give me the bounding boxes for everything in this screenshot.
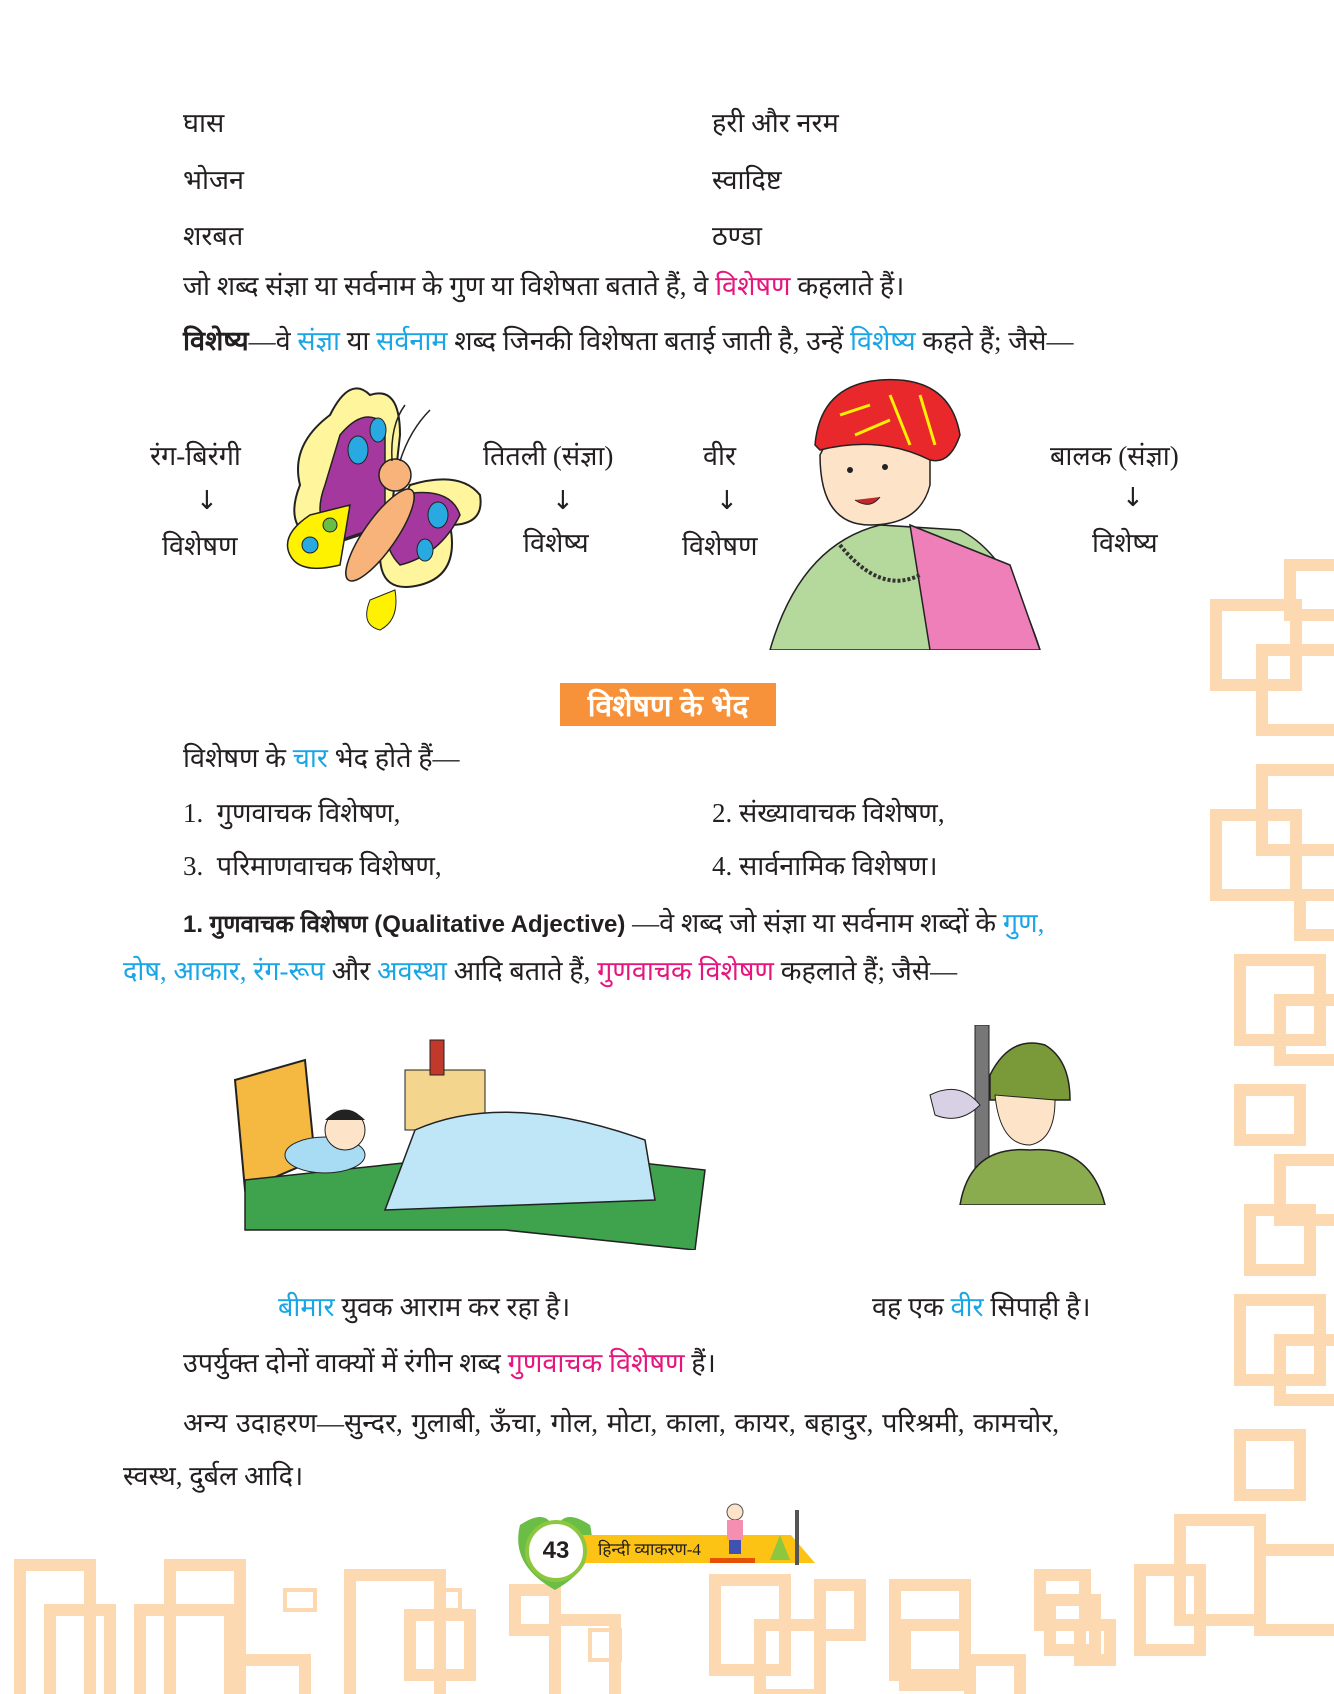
- visheshya-definition: [183, 325, 1074, 357]
- text: और: [324, 956, 378, 986]
- highlight: गुणवाचक विशेषण: [507, 1348, 685, 1378]
- example-role: विशेष्य: [1092, 528, 1158, 558]
- example-role: विशेषण: [162, 531, 238, 561]
- definition-highlight: विशेषण: [715, 271, 791, 301]
- example-word: रंग-बिरंगी: [150, 441, 241, 471]
- adjective-definition: [183, 270, 904, 302]
- highlight: दोष, आकार, रंग-रूप: [123, 956, 325, 986]
- highlight: संज्ञा: [297, 326, 340, 356]
- text: वह एक: [872, 1292, 951, 1322]
- visheshya-term: विशेष्य: [183, 326, 249, 356]
- summary-line: [183, 1347, 716, 1379]
- types-intro: [183, 742, 460, 774]
- highlight: वीर: [950, 1292, 984, 1322]
- boy-with-turban-illustration: [760, 375, 1050, 650]
- sick-boy-in-bed-illustration: [225, 1030, 725, 1250]
- soldier-illustration: [920, 1025, 1130, 1205]
- text: शब्द जिनकी विशेषता बताई जाती है, उन्हें: [447, 326, 851, 356]
- type-item: 2. संख्यावाचक विशेषण,: [712, 798, 945, 828]
- down-arrow-icon: ↓: [716, 486, 738, 516]
- caption-soldier: [872, 1291, 1091, 1323]
- pair-noun: घास: [183, 108, 225, 138]
- down-arrow-icon: ↓: [1122, 483, 1144, 513]
- caption-sick-boy: [278, 1291, 570, 1323]
- highlight: अवस्था: [377, 956, 447, 986]
- qualitative-title: 1. गुणवाचक विशेषण (Qualitative Adjective): [183, 911, 626, 938]
- other-examples-line1: अन्य उदाहरण—सुन्दर, गुलाबी, ऊँचा, गोल, मोटा, काला, कायर, बहादुर, परिश्रमी, कामचोर,: [183, 1408, 1060, 1438]
- highlight: गुण,: [1002, 908, 1045, 938]
- example-word: वीर: [703, 441, 737, 471]
- page-number-badge: 43: [525, 1520, 587, 1582]
- type-item: 4. सार्वनामिक विशेषण।: [712, 851, 938, 881]
- down-arrow-icon: ↓: [552, 486, 574, 516]
- text: उपर्युक्त दोनों वाक्यों में रंगीन शब्द: [183, 1348, 508, 1378]
- butterfly-illustration: [260, 375, 500, 635]
- text: —वे: [248, 326, 298, 356]
- example-word: तितली (संज्ञा): [483, 441, 614, 471]
- pair-quality: ठण्डा: [712, 221, 762, 251]
- text: सिपाही है।: [983, 1292, 1091, 1322]
- text: कहते हैं; जैसे—: [915, 326, 1074, 356]
- highlight: गुणवाचक विशेषण: [597, 956, 774, 986]
- down-arrow-icon: ↓: [196, 486, 218, 516]
- pair-noun: शरबत: [183, 221, 244, 251]
- text: विशेषण के: [183, 743, 293, 773]
- definition-text: कहलाते हैं।: [790, 271, 905, 301]
- text: भेद होते हैं—: [327, 743, 460, 773]
- definition-text: जो शब्द संज्ञा या सर्वनाम के गुण या विशेषता बताते हैं, वे: [183, 271, 716, 301]
- highlight: चार: [292, 743, 328, 773]
- text: कहलाते हैं; जैसे—: [773, 956, 958, 986]
- text: या: [339, 326, 377, 356]
- qualitative-definition-line2: [123, 955, 957, 987]
- qualitative-definition: [183, 907, 1044, 940]
- text: —वे शब्द जो संज्ञा या सर्वनाम शब्दों के: [625, 908, 1003, 938]
- text: युवक आराम कर रहा है।: [334, 1292, 571, 1322]
- book-title: हिन्दी व्याकरण-4: [598, 1540, 701, 1559]
- text: हैं।: [684, 1348, 716, 1378]
- highlight: विशेष्य: [850, 326, 916, 356]
- example-role: विशेषण: [682, 531, 758, 561]
- example-role: विशेष्य: [523, 528, 589, 558]
- type-item: 3. परिमाणवाचक विशेषण,: [183, 851, 442, 881]
- skateboard-boy-icon: [705, 1500, 805, 1570]
- example-word: बालक (संज्ञा): [1050, 441, 1179, 471]
- pair-quality: हरी और नरम: [712, 108, 839, 138]
- pair-noun: भोजन: [183, 165, 244, 195]
- highlight: बीमार: [278, 1292, 335, 1322]
- section-heading: विशेषण के भेद: [560, 683, 776, 726]
- type-item: 1. गुणवाचक विशेषण,: [183, 798, 401, 828]
- text: आदि बताते हैं,: [446, 956, 598, 986]
- highlight: सर्वनाम: [376, 326, 448, 356]
- pair-quality: स्वादिष्ट: [712, 165, 782, 195]
- other-examples-line2: स्वस्थ, दुर्बल आदि।: [123, 1461, 304, 1491]
